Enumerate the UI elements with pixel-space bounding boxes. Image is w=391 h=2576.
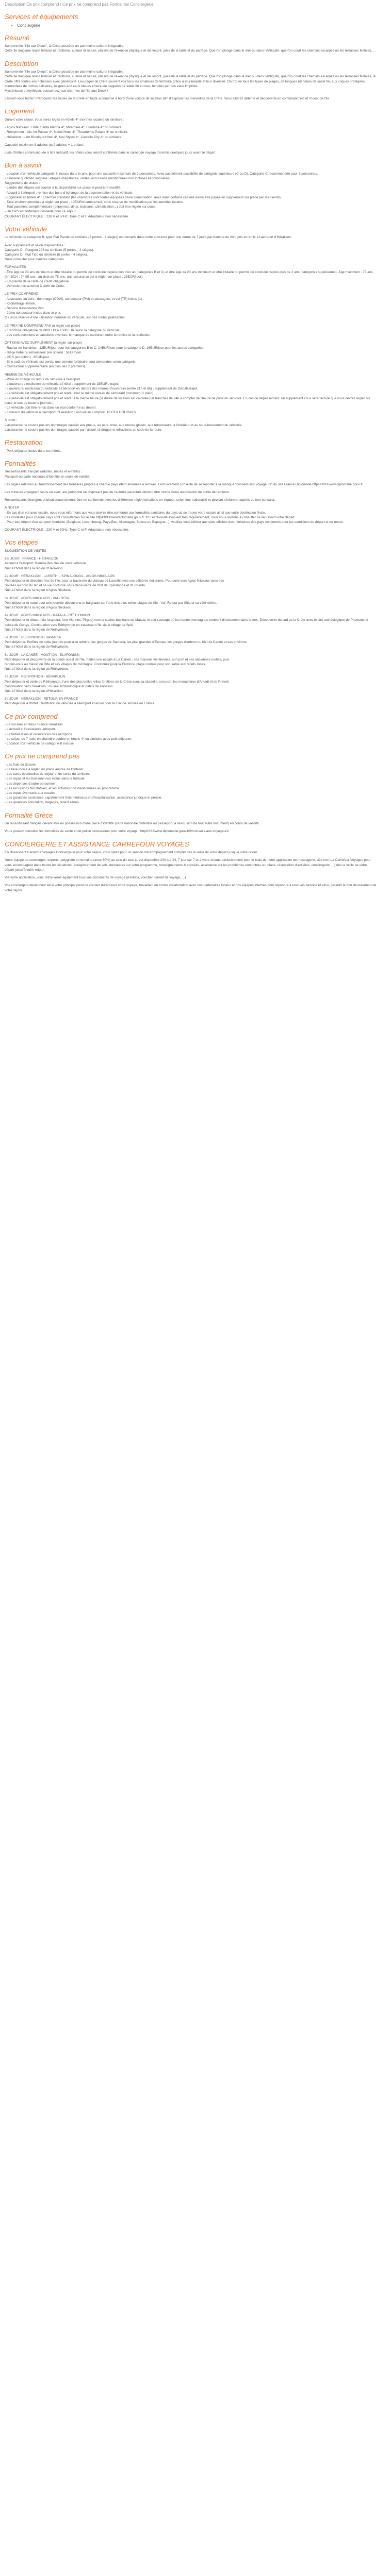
conciergerie-paragraph: Vos conciergers deviennent ainsi votre principal point de contact durant tout votre voyage, travaillant en étroite collaboration avec nos partenaires locaux et nos équipes internes pour répondre à tous vos besoins et ainsi, garantir le bon déroulement de votre séjour.: [5, 884, 377, 892]
vehicule-paragraph: FORMALITES - Être âgé de 23 ans minimum et être titulaire du permis de conduire depuis plus d'un an (catégories B et C) et être âgé de 23 ans minimum et être titulaire du permis de conduire depuis plus de 2 ans (catégories supérieures). Âge maximum : 75 ans (en 2024 : 74,99 ans ; au-delà de 75 ans, une assurance est à régler sur place : 25EUR/jour). - Empreinte de la carte de crédit obligatoire. - Véhicule non autorisé à sortir de Crète.: [5, 265, 373, 289]
etape-day: 6e JOUR : LA CANÉE - MONT IDA - ELAFONISSI Petit déjeuner et découverte de la pointe ouest de l'île. Faites une escale à La Canée ; ses maisons vénitiennes, son port et ses anciennes ruelles, puis rendez-vous au massif de l'Ida et ses villages de montagne. Continuez jusqu'à Elafonisi, plage connue pour son sable aux reflets roses. Nuit à l'hôtel dans la région de Réthymnon.: [5, 653, 230, 671]
formalites-paragraph: Les mineurs voyageant seuls ou avec une personne ne disposant pas de l'autorité parentale doivent être munis d'une autorisation de sortie de territoire.: [5, 490, 230, 494]
formalites-paragraph: COURANT ÉLECTRIQUE : 230 V et 50Hz. Type C et F. Adaptateur non nécessaire.: [5, 528, 129, 532]
conciergerie-paragraph: Notre équipe de concierges, experte, polyglotte et humaine (avec 60%) au sein du total (1 est disponible 24h sur 24, 7 jour sur 7 et à votre écoute exclusivement pour le biais de notre application de messagerie, dès lors !La Carrefour Voyages pour vous accompagner dans toutes les situations (enregistrement de vols, demandes sur votre programme, renseignements & conseils, assistance sur les problèmes rencontrés sur place, réservation d'activités, conciergerie, ...) dès la veille de votre départ jusqu'à votre retour.: [5, 858, 371, 872]
bonasavoir-title: Bon à savoir: [5, 161, 42, 170]
description-title: Description: [5, 59, 39, 67]
conciergerie-paragraph: Via votre application, vous retrouverez également tous vos documents de voyage (e-billets, voucher, carnet de voyage, ...): [5, 876, 186, 880]
prix-ne-comprend-title: Ce prix ne comprend pas: [5, 752, 80, 760]
vehicule-paragraph: À noter : L'assurance ne couvre pas les dommages causés aux pneus, au pare-brise, aux rousse glaces, aux rétroviseurs, à l'intérieur et au sous-bassement du véhicule. L'assurance ne couvre pas les dommages causés par l'alcool, la drogue et infractions au code de la route.: [5, 418, 242, 432]
formalite-grece-paragraph: Un ressortissant français devant être en possession d'une pièce d'identité (carte nationale d'identité ou passeport, à l'exclusion de tout autre document) en cours de validité.: [5, 822, 260, 826]
description-paragraph: Surnommée "l'île aux Dieux", la Crète possède un patrimoine culturel inégalable. Cette île magique réunit histoire et traditions, culture et nature, plaisirs de l'exercice physique et de l'esprit, joies de la table et du partage. Que l'on plonge dans la mer ou dans l'Antiquité, que l'on court les chemins escarpés ou les terrasses festives, la Crète offre toutes ses richesses avec générosité. Les pages de Crète souvent voir tous les amateurs de territoire grâce à leur beauté et leur diversité. On trouve tous les types de plages, de longues étendues de sable fin, aux criques protégées surmontées de roches calcaires, baignes aux eaux bleues émeraude nappées de sable fin et rose, bercées par des eaux limpides. Mystérieuse et mythique, succombez aux charmes de l'île aux Dieux !: [5, 70, 376, 93]
vehicule-paragraph: LE PRIX COMPREND - Assurance au tiers : dommage (CDW), conducteur (PAI) et passagers, et vol (TP) inclus (1) - Kilométrage illimité. - Service d'assistance 24h. - 2ème conducteur inclus dans le prix. (1) Sous réserve d'une utilisation normale du véhicule, sur des routes praticables.: [5, 292, 142, 320]
formalites-title: Formalités: [5, 459, 36, 467]
etape-day: 4e JOUR : AGIOS NIKOLAOS - MATALA - RÉTHYMNON Petit déjeuner et départ (via Ierapetra, Ano Viannos, Pirgos) vers la station balnéaire de Matala, le sud sauvage où les hautes montagnes tombent directement dans la mer. Découverte du sud de la Crète avec le site archéologique de Phaestos et ceinte de Gortys. Continuation vers Réthymnon en traversant l'île via le village de Spili. Nuit à l'hôtel dans la région de Réthymnon.: [5, 614, 368, 632]
logement-title: Logement: [5, 107, 35, 115]
restauration-text: - Petit-déjeuner inclus dans les hôtels.: [5, 449, 61, 453]
service-item: • Conciergerie: [17, 23, 377, 28]
conciergerie-paragraph: En choisissant Carrefour Voyages Conciergerie pour votre séjour, vous optez pour un service d'accompagnement complet dès la veille de votre départ jusqu'à votre retour.: [5, 851, 258, 855]
conciergerie-title: CONCIERGERIE ET ASSISTANCE CARREFOUR VOYAGES: [5, 840, 189, 848]
formalite-grece-title: Formalité Grèce: [5, 811, 53, 819]
vehicule-title: Votre véhicule: [5, 225, 47, 233]
etape-day: 5e JOUR : RÉTHYMNON - SAMARIA Petit déjeuner. Profitez de cette journée pour aller admirer les gorges de Samaria, les plus grandes d'Europe, les gorges d'Imbros ou bien la Canée et ses environs. Nuit à l'hôtel dans la région de Réthymnon.: [5, 636, 248, 649]
formalite-grece-paragraph: Vous pouvez consulter les formalités de santé et de police nécessaires pour votre voyage : httpXXXXwww.diplomatie.gouv.fr/fr/conseils-aux-voyageurs/: [5, 829, 230, 834]
logement-paragraph: - Agios Nikolaos : Hôtel Santa Marina 4*, Miramare 4*, Fundana 4* ou similaire. - Réthymnon : Ibis Art Palace 4*, Nefeli Hotel 4*, Theartemis Palace 4* ou similaire. - Héraklion : Lato Boutique Hotel 4*, Nisi Stylos 4*, Castello City 4* ou similaire.: [5, 126, 128, 139]
logement-paragraph: Durant votre séjour, vous serez logés en hôtels 4* (normes locales) ou similaire :: [5, 118, 124, 122]
logement-paragraph: Capacité maximum 3 adultes ou 2 adultes + 1 enfant.: [5, 143, 84, 147]
restauration-title: Restauration: [5, 438, 43, 446]
etapes-title: Vos étapes: [5, 538, 38, 547]
vehicule-paragraph: REMISE DU VÉHICULE - Prise en charge ou retour du véhicule à l'aéroport. - L'ouverture / restitution du véhicule à l'hôtel : supplément de 15EUR / trajet. - L'ouverture/ restitution du véhicule à l'aéroport en dehors des heures d'ouverture (entre 21h et 8h) : supplément de 25EUR/trajet. - Le véhicule est obligatoirement pris et rendu avec le même niveau de carburant (minimum ½ plein). - Le véhicule est obligatoirement pris et rendu à la même heure (la durée de location est calculée par tranches de 24h à compter de l'heure de prise du véhicule. En cas de dépassement, un supplément vous sera facturé que vous devrez régler sur place et lors de toute la journée.) - Le véhicule doit être rendu dans un état conforme au départ. - Livraison du véhicule à l'aéroport d'Héraklion : accueil au comptoir. 16 GEA HOLIDAYS.: [5, 372, 371, 415]
prix-comprend-text: - Le vol aller et retour France Héraklion - L'accueil et l'assistance aéroport. - Le forfait taxes et redevances des aéroports. - Le séjour de 7 nuits en chambre double en hôtels 4* ou similaire avec petit déjeuner. - Location d'un véhicule de catégorie B incluse: [5, 723, 133, 746]
etape-day: 2e JOUR : HÉRAKLION - LASSITHI - SPINALONGA - AGIOS NIKOLAOS Petit déjeuner et direction l'est de l'île, pour la traversée du plateau de Lassithi avec ses célèbres éoliennes. Poursuite vers Agios Nikolaos avec ses Soirées au bord du lac et sa vie nocturne. Puis découverte de l'îlot de Spinalonga et d'Elounda. Nuit à l'hôtel dans la région d'Agios Nikolaos.: [5, 574, 224, 592]
bonasavoir-paragraph: - Location d'un véhicule catégorie B incluse dans le prix, pour une capacité maximum de 2 personnes. Avec supplément possibilité de catégorie supérieure (C ou D). Catégorie C recommandée pour 3 personnes. - Itinéraire quotidien suggéré : étapes obligatoires, visites/ excursions mentionnées non incluses et optionnelles. Suggestions de visites : - L'ordre des étapes est soumis à la disponibilité sur place et peut être modifié. - Accueil à l'aéroport : remise des bons d'échange, de la documentation et du véhicule. - Logement en hôtels 4* : chambre standard (les chambres sont toutes équipées d'une climatisation, mais dans certains cas elle devra être payée en supplément sur place par les clients). - Taxe environnementale à régler sur place : 10EUR/chambre/nuit, sous réserve de modification par les autorités locales. - Tout paiement complémentaire (dépenses, dîner, boissons, climatisation...) doit être réglée sur place. - Un GPS est fortement conseillé pour ce séjour. COURANT ÉLECTRIQUE : 230 V et 50Hz. Type C et F. Adaptateur non nécessaire.: [5, 172, 318, 218]
etapes-subtitle: SUGGESTION DE VISITES: [5, 549, 46, 553]
formalites-paragraph: A NOTER - En cas d'un vol avec escale, nous vous informons que vous devrez être conforme aux formalités sanitaires du pays où se trouve votre escale ainsi que votre destination finale. Les modalités pour chaque pays sont consultables sur le site httpXXXXwwwdiplomatie.gouv.fr. fr/ L'exclusivité évoluant très régulièrement, nous vous invitons à consulter ce lien avant votre départ. - Pour tout départ d'un aéroport frontalier (Belgique, Luxembourg, Pays-Bas, Allemagne, Suisse ou Espagne...), veuillez vous référer aux sites officiels des ministères des pays concernés pour les conditions de départ et de retour.: [5, 506, 344, 524]
prix-comprend-title: Ce prix comprend: [5, 712, 58, 720]
logement-paragraph: Liste d'hôtels communiquée à titre indicatif, les hôtels vous seront confirmés dans le carnet de voyage transmis quelques jours avant le départ.: [5, 151, 217, 155]
formalites-paragraph: Ressortissants français (adultes, bébés et enfants) : Passport ou carte nationale d'identité en cours de validité.: [5, 470, 91, 479]
etape-day: 1er JOUR : FRANCE - HÉRAKLION Accueil à l'aéroport. Remise des clés de votre véhicule. Nuit à l'hôtel dans la région d'Héraklion.: [5, 557, 87, 570]
resume-text: Surnommée "l'île aux Dieux", la Crète possède un patrimoine culturel inégalable. Cette île magique réunit histoire et traditions, culture et nature, plaisirs de l'exercice physique et de l'esprit, joies de la table et du partage. Que l'on plonge dans le mer ou dans l'Antiquité, que l'on court les chemins escarpés ou les terrasses festives, ...: [5, 44, 376, 53]
formalites-paragraph: Ressortissants étrangers et binationaux devront être en conformité avec les différentes réglementations en vigueur, selon leur nationalité et devront s'informer auprès de leur consulat.: [5, 498, 275, 502]
resume-title: Résumé: [5, 33, 30, 42]
vehicule-paragraph: OPTIONS AVEC SUPPLÉMENT (à régler sur place) - Rachat de franchise : 12EUR/jour pour les catégories B et C, 14EUR/jour pour la catégorie D, 16EUR/jour pour les autres catégories. - Siège bébé ou rehausseur (en option) : 5EUR/jour - GPS (en option) : 6EUR/jour. - Si le coût du véhicule est perdu/ une somme forfaitaire sera demandée selon catégorie. - Conducteur supplémentaire (en plus des 2 premiers).: [5, 341, 204, 369]
etape-day: 7e JOUR : RÉTHYMNON - HÉRAKLION Petit déjeuner et visite de Réthymnon, l'une des plus belles villes fortifiées de la Crète avec sa citadelle, son port, les monastères d'Arkadi et de Preveli. Continuation vers Héraklion : musée archéologique et palais de Knossos. Nuit à l'hôtel dans la région d'Héraklion.: [5, 675, 230, 693]
etape-day: 8e JOUR : HÉRAKLION - RETOUR EN FRANCE Petit déjeuner à l'hôtel. Restitution du véhicule à l'aéroport et envol pour la France. Arrivée en France.: [5, 697, 156, 706]
vehicule-paragraph: Le véhicule de catégorie B, type Fiat Panda ou similaire (2 portes - 4 sièges) est compris dans votre auto-tour pour une durée de 7 jours par tranche de 24h, pris et remis à l'aéroport d'Héraklion.: [5, 235, 292, 240]
prix-ne-comprend-text: - Les frais de dossier. - La taxe locale à régler sur place auprès de l'hôtelier. - Les taxes éventuelles de séjour et de sortie du territoire. - Les repas et les boissons non inclus dans la formule. - Les dépenses d'ordre personnel - Les excursions facultatives, et les activités non mentionnées au programme. - Les repas éventuels aux escales - Les garanties assistance, rapatriement frais médicaux et d'hospitalisation, assistance juridique et pénale. - Les garanties annulation, bagages, retard aérien.: [5, 762, 162, 805]
breadcrumb: Description Ce prix comprend / Ce prix ne comprend pas Formalités Conciergerie: [5, 2, 154, 7]
description-paragraph: Laissez-vous tenter ! Parcourez les routes de la Crète en toute autonomie à bord d'une voiture de location afin d'explorer les merveilles de la Crète. Vous allierez détente et découverte en combinant l'est et l'ouest de l'île.: [5, 97, 330, 101]
vehicule-paragraph: Avec supplément et selon disponibilités : Catégorie C : Peugeot 208 ou similaire (5 portes - 4 sièges). Catégorie D : Fiat Tipo ou similaire (5 portes - 4 sièges). Nous consulter pour d'autres catégories.: [5, 243, 94, 262]
page: [0, 0, 382, 893]
formalites-paragraph: Les règles relatives au franchissement des frontières propres à chaque pays étant amenées à évoluer, il est vivement conseillé de se reporter à la rubrique "conseils aux voyageurs" du site France Diplomatie,httpsXXXXwww.diplomatie.gouv.fr.: [5, 482, 364, 486]
services-title: Services et équipements: [5, 13, 78, 21]
services-list: [17, 23, 377, 28]
etape-day: 3e JOUR : AGIOS NIKOLAOS - VAI - SITIA Petit déjeuner et route pour une journée découverte et baignade sur l'une des plus belles plages de l'île : Vaï. Retour par Sitia et sa côte rivière. Nuit à l'hôtel dans la région d'Agios Nikolaos.: [5, 596, 217, 609]
vehicule-paragraph: LE PRIX NE COMPREND PAS (à régler sur place) - Franchise obligatoire de 800EUR à 1500EUR selon la catégorie du véhicule. - Les contraventions et sanctions diverses, le manque de carburant entre la remise et la restitution.: [5, 324, 151, 337]
